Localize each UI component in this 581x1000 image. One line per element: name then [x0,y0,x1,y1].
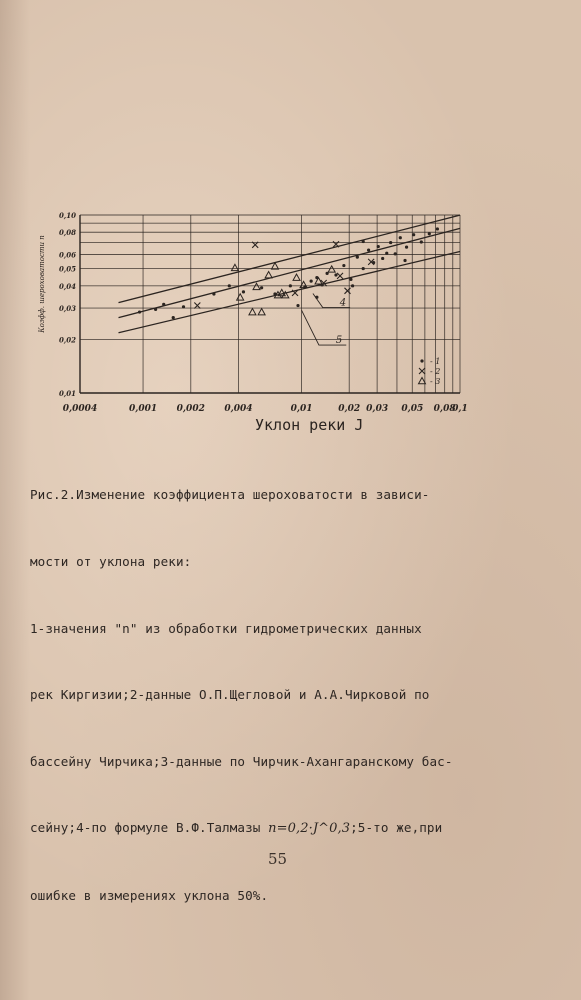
data-point-dot-8 [260,286,263,289]
data-point-dot-36 [349,278,352,281]
caption-line-2: мости от уклона реки: [30,554,192,570]
data-point-dot-13 [310,280,313,283]
legend-marker-x [419,368,425,374]
data-point-dot-32 [420,240,423,243]
data-point-dot-21 [362,267,365,270]
x-tick-label-4: 0,01 [290,404,313,414]
data-point-dot-26 [385,252,388,255]
y-tick-label-3: 0,04 [58,281,76,291]
data-point-dot-25 [381,257,384,260]
trend-line-3 [119,251,460,332]
caption-line-3: 1-значения "n" из обработки гидрометрических данных [30,620,422,636]
y-tick-label-1: 0,02 [58,335,76,345]
x-tick-label-1: 0,001 [128,404,158,414]
caption-line-1: Рис.2.Изменение коэффициента шероховатости в зависи- [30,487,430,503]
x-tick-label-9: 0,1 [452,404,468,414]
caption-line-4: рек Киргизии;2-данные О.П.Щегловой и А.А.Чирковой по [30,687,430,703]
y-tick-label-6: 0,08 [58,228,76,238]
x-tick-label-5: 0,02 [338,404,361,414]
y-tick-label-0: 0,01 [58,389,76,398]
page-number: 55 [268,850,288,868]
data-point-dot-0 [138,310,141,313]
chart-svg [30,205,480,435]
data-point-dot-7 [242,290,245,293]
data-point-triangle-3 [258,309,265,315]
data-point-dot-22 [367,249,370,252]
data-point-dot-28 [394,252,397,255]
line-label-5: 5 [335,335,343,347]
data-point-x-4 [337,273,343,279]
trend-line-1 [119,228,460,317]
data-point-triangle-1 [237,294,244,300]
caption-line-5: бассейну Чирчика;3-данные по Чирчик-Ахангаранскому бас- [30,753,453,769]
legend-label-3: - 3 [430,377,441,386]
x-tick-label-0: 0,0004 [62,404,98,414]
data-point-dot-20 [356,256,359,259]
y-tick-label-4: 0,05 [58,264,76,274]
data-point-dot-24 [377,245,380,248]
y-tick-label-7: 0,10 [58,211,76,220]
data-point-dot-27 [389,241,392,244]
data-point-dot-3 [172,316,175,319]
data-point-triangle-8 [293,274,300,280]
y-tick-label-5: 0,06 [58,250,76,260]
data-point-dot-17 [334,273,337,276]
data-point-dot-2 [162,303,165,306]
data-point-dot-33 [428,232,431,235]
data-point-dot-6 [228,284,231,287]
legend-label-1: - 1 [430,357,441,366]
data-point-dot-31 [412,233,415,236]
caption-line-6-text: сейну;4-по формуле В.Ф.Талмазы [30,820,269,836]
data-point-dot-38 [403,259,406,262]
data-point-triangle-4 [265,272,272,278]
data-point-dot-30 [405,246,408,249]
caption-line-6 [30,817,530,840]
data-point-dot-4 [182,305,185,308]
data-point-dot-18 [342,264,345,267]
data-point-dot-10 [289,284,292,287]
talmaza-formula: n=0,2·J^0,3 [268,821,351,837]
x-axis-title-text: Уклон реки J [255,416,364,434]
y-axis-title: Коэфф. шероховатости n [38,235,46,333]
x-tick-label-2: 0,002 [176,404,205,414]
x-tick-label-6: 0,03 [366,404,389,414]
caption-line-7: ошибке в измерениях уклона 50%. [30,888,269,904]
trend-line-2 [119,215,460,302]
figure-chart [30,205,480,435]
data-point-dot-34 [436,227,439,230]
legend-marker-dot [420,359,423,362]
data-point-triangle-0 [231,264,238,270]
data-point-triangle-12 [253,283,260,289]
data-point-dot-37 [315,296,318,299]
y-tick-label-2: 0,03 [58,304,76,314]
data-point-dot-19 [351,284,354,287]
x-tick-label-7: 0,05 [401,404,424,414]
data-point-dot-11 [296,304,299,307]
x-axis-title [255,416,363,434]
legend-label-2: - 2 [430,367,441,376]
x-tick-label-3: 0,004 [224,404,253,414]
data-point-dot-35 [362,240,365,243]
x-tick-label-8: 0,08 [433,404,456,414]
data-point-dot-5 [212,292,215,295]
caption-line-6-tail: ;5-то же,при [350,820,443,836]
line-label-4: 4 [339,297,347,309]
data-point-dot-29 [399,236,402,239]
data-point-triangle-2 [249,309,256,315]
data-point-dot-1 [154,308,157,311]
